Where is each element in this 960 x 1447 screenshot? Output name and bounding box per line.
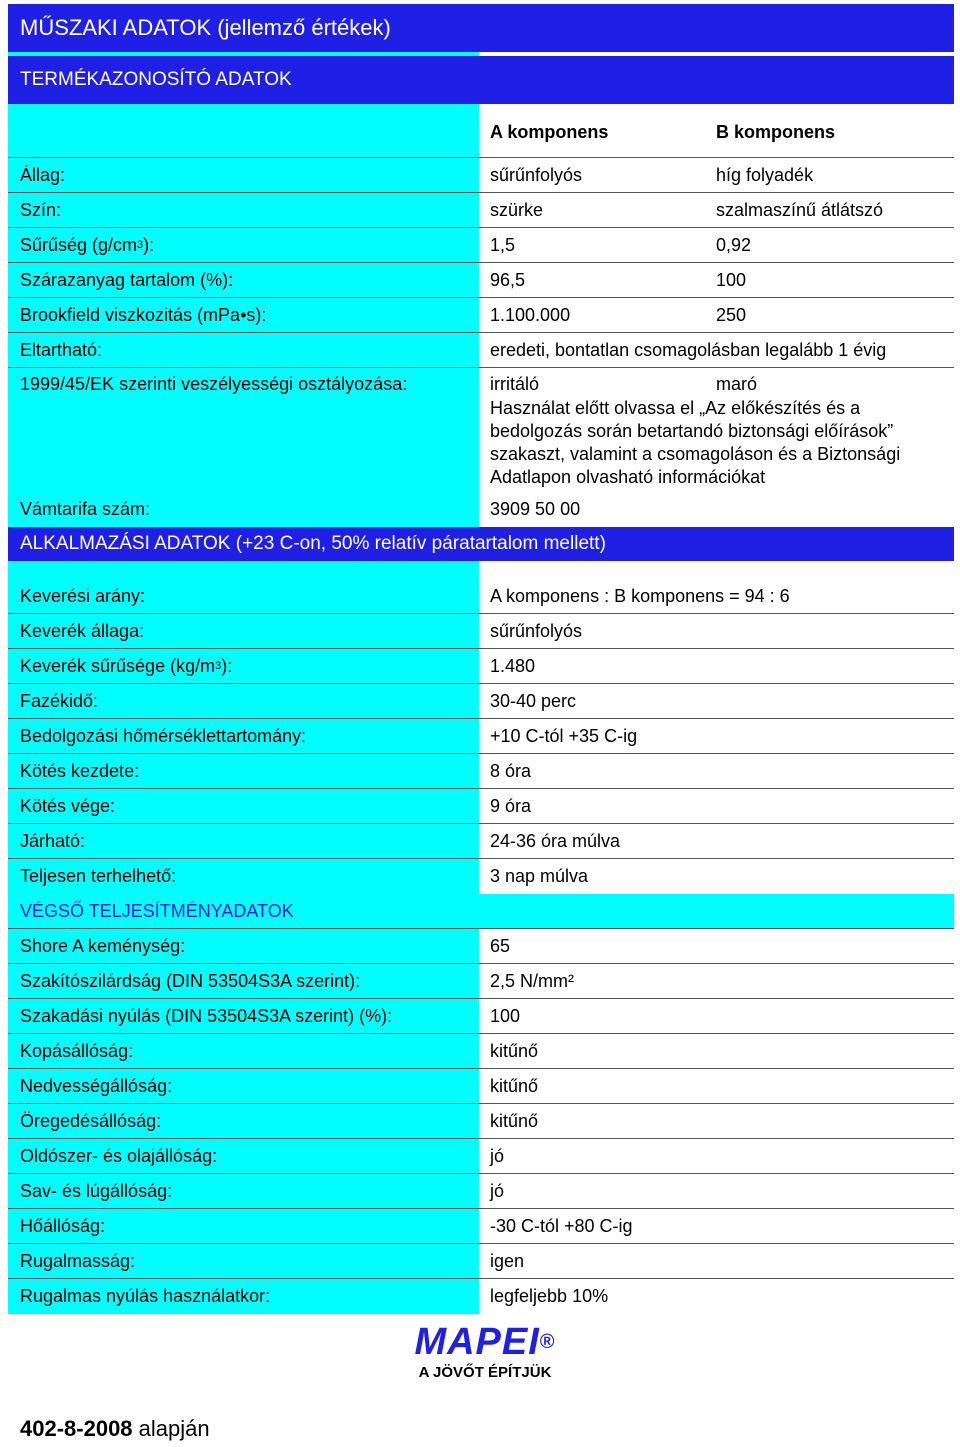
row-values: [479, 263, 954, 297]
row-values: [479, 492, 954, 527]
row-values: [479, 754, 954, 788]
table-row: [8, 614, 954, 649]
row-label: Szín:: [8, 193, 479, 227]
table-row: [8, 1104, 954, 1139]
table-row: [8, 1174, 954, 1209]
row-values: [479, 158, 954, 192]
table-row: [8, 263, 954, 298]
value-a: irritáló: [490, 374, 540, 394]
doc-ref-code: 402-8-2008: [20, 1416, 133, 1441]
row-label: Öregedésállóság:: [8, 1104, 479, 1138]
row-label: Vámtarifa szám:: [8, 492, 479, 527]
row-values: [479, 964, 954, 998]
page-title: [8, 4, 954, 52]
table-row: [8, 298, 954, 333]
row-label: Keverési arány:: [8, 579, 479, 613]
table-row: [8, 684, 954, 719]
row-label: Oldószer- és olajállóság:: [8, 1139, 479, 1173]
logo-slogan: A JÖVŐT ÉPÍTJÜK: [418, 1364, 552, 1381]
hazard-note: Használat előtt olvassa el „Az előkészítés és a bedolgozás során betartandó biztonsági előírások” szakaszt, valamint a csomagoláson és a Biztonsági Adatlapon olvasható információkat: [490, 398, 901, 487]
row-label: Kopásállóság:: [8, 1034, 479, 1068]
row-value: -30 C-tól +80 C-ig: [490, 1215, 633, 1236]
value-a: sűrűnfolyós: [490, 164, 583, 185]
row-value: kitűnő: [490, 1110, 539, 1131]
registered-mark: ®: [539, 1331, 556, 1353]
table-row: [8, 1244, 954, 1279]
column-header-a: A komponens: [490, 122, 609, 142]
row-label: [8, 228, 479, 262]
row-value: 100: [490, 1005, 521, 1026]
row-values: [479, 614, 954, 648]
row-values: [479, 824, 954, 858]
row-label: Bedolgozási hőmérséklettartomány:: [8, 719, 479, 753]
row-value: +10 C-tól +35 C-ig: [490, 725, 638, 746]
label-text-end: ):: [221, 655, 233, 676]
row-label: Rugalmas nyúlás használatkor:: [8, 1279, 479, 1314]
value-b: 0,92: [716, 234, 752, 255]
row-values: [479, 859, 954, 894]
table-row: [8, 789, 954, 824]
row-values: [479, 719, 954, 753]
table-row: [8, 1279, 954, 1314]
logo-wordmark: [410, 1322, 560, 1362]
row-values: [479, 333, 954, 367]
row-value: igen: [490, 1250, 525, 1271]
value-b: szalmaszínű átlátszó: [716, 199, 884, 220]
table-row: [8, 929, 954, 964]
row-value: 24-36 óra múlva: [490, 830, 621, 851]
label-text: Sűrűség (g/cm: [20, 234, 138, 255]
label-superscript: 3: [137, 239, 144, 251]
row-label: Nedvességállóság:: [8, 1069, 479, 1103]
row-value: A komponens : B komponens = 94 : 6: [490, 585, 790, 606]
logo-word-text: MAPEI: [414, 1321, 540, 1363]
customs-value: 3909 50 00: [490, 499, 581, 519]
row-label: Brookfield viszkozitás (mPa•s):: [8, 298, 479, 332]
section-title-product-id: [8, 56, 954, 104]
value-a: szürke: [490, 199, 544, 220]
label-text: Keverék sűrűsége (kg/m: [20, 655, 216, 676]
value-b: 100: [716, 269, 747, 290]
table-row: [8, 824, 954, 859]
row-value: 2,5 N/mm²: [490, 970, 575, 991]
row-label: Járható:: [8, 824, 479, 858]
row-label: Szakadási nyúlás (DIN 53504S3A szerint) (%):: [8, 999, 479, 1033]
row-values: [479, 649, 954, 683]
mapei-logo: [410, 1322, 560, 1381]
row-label: Eltartható:: [8, 333, 479, 367]
row-value: 30-40 perc: [490, 690, 577, 711]
row-values: [479, 298, 954, 332]
row-values: [479, 228, 954, 262]
page-title-text: MŰSZAKI ADATOK (jellemző értékek): [20, 15, 391, 40]
table-row-customs: [8, 492, 954, 527]
column-header-b: B komponens: [716, 122, 836, 142]
table-row: [8, 964, 954, 999]
table-row: [8, 1139, 954, 1174]
value-a: 1,5: [490, 234, 516, 255]
row-value: 1.480: [490, 655, 536, 676]
row-value: sűrűnfolyós: [490, 620, 583, 641]
row-value: kitűnő: [490, 1075, 539, 1096]
row-label: Fazékidő:: [8, 684, 479, 718]
row-values: [479, 579, 954, 613]
row-value: jó: [490, 1145, 505, 1166]
table-row: [8, 1209, 954, 1244]
table-row: [8, 719, 954, 754]
section-title-performance: [8, 894, 954, 929]
row-label: Teljesen terhelhető:: [8, 859, 479, 894]
row-label: Sav- és lúgállóság:: [8, 1174, 479, 1208]
row-value: jó: [490, 1180, 505, 1201]
row-value: kitűnő: [490, 1040, 539, 1061]
row-values: [479, 1244, 954, 1278]
row-label: Shore A keménység:: [8, 929, 479, 963]
row-label: [8, 649, 479, 683]
row-value: 9 óra: [490, 795, 532, 816]
table-row: [8, 1069, 954, 1104]
section-title-text: TERMÉKAZONOSÍTÓ ADATOK: [20, 69, 292, 90]
row-values: [479, 1069, 954, 1103]
table-row: [8, 1034, 954, 1069]
row-values: [479, 1279, 954, 1314]
section-spacer: [8, 561, 954, 579]
row-label: Szakítószilárdság (DIN 53504S3A szerint):: [8, 964, 479, 998]
value-b: 250: [716, 304, 747, 325]
row-values: [479, 1209, 954, 1243]
row-value: 8 óra: [490, 760, 532, 781]
table-row: [8, 859, 954, 894]
value-b: maró: [716, 374, 758, 394]
section-title-text: ALKALMAZÁSI ADATOK (+23 C-on, 50% relatív páratartalom mellett): [8, 527, 954, 561]
row-label: Állag:: [8, 158, 479, 192]
hazard-classes: [479, 368, 954, 397]
spacer-white: [479, 561, 954, 579]
column-headers: [8, 108, 954, 158]
value-a: 96,5: [490, 269, 526, 290]
document-reference: [20, 1416, 210, 1442]
value-a: 1.100.000: [490, 304, 571, 325]
row-values: [479, 193, 954, 227]
row-values: [479, 368, 954, 492]
section-header-product-id: [8, 52, 954, 108]
row-values: [479, 1104, 954, 1138]
row-value: legfeljebb 10%: [490, 1286, 609, 1306]
section-title-application: [8, 527, 954, 561]
row-values: [479, 1174, 954, 1208]
table-row-storage: [8, 333, 954, 368]
row-value: 3 nap múlva: [490, 866, 589, 886]
row-label: 1999/45/EK szerinti veszélyességi osztályozása:: [8, 368, 479, 492]
row-label: Kötés vége:: [8, 789, 479, 823]
row-label: Keverék állaga:: [8, 614, 479, 648]
spacer-cyan: [8, 561, 479, 579]
datasheet: [8, 4, 954, 1314]
label-superscript: 3: [215, 660, 222, 672]
table-row: [8, 999, 954, 1034]
table-row: [8, 579, 954, 614]
column-header-values: [479, 108, 954, 157]
table-row: [8, 649, 954, 684]
table-row: [8, 754, 954, 789]
row-values: [479, 999, 954, 1033]
row-values: [479, 1139, 954, 1173]
row-values: [479, 1034, 954, 1068]
table-row: [8, 228, 954, 263]
storage-value: eredeti, bontatlan csomagolásban legalább 1 évig: [490, 339, 887, 360]
value-b: híg folyadék: [716, 164, 814, 185]
section-title-text: VÉGSŐ TELJESÍTMÉNYADATOK: [8, 894, 954, 929]
table-row-hazard: [8, 368, 954, 492]
row-values: [479, 684, 954, 718]
table-row: [8, 158, 954, 193]
doc-ref-suffix: alapján: [132, 1416, 210, 1441]
table-row: [8, 193, 954, 228]
column-header-blank: [8, 108, 479, 157]
row-values: [479, 929, 954, 963]
label-text-end: ):: [143, 234, 155, 255]
row-label: Kötés kezdete:: [8, 754, 479, 788]
row-value: 65: [490, 935, 511, 956]
row-label: Szárazanyag tartalom (%):: [8, 263, 479, 297]
row-label: Rugalmasság:: [8, 1244, 479, 1278]
row-label: Hőállóság:: [8, 1209, 479, 1243]
row-values: [479, 789, 954, 823]
